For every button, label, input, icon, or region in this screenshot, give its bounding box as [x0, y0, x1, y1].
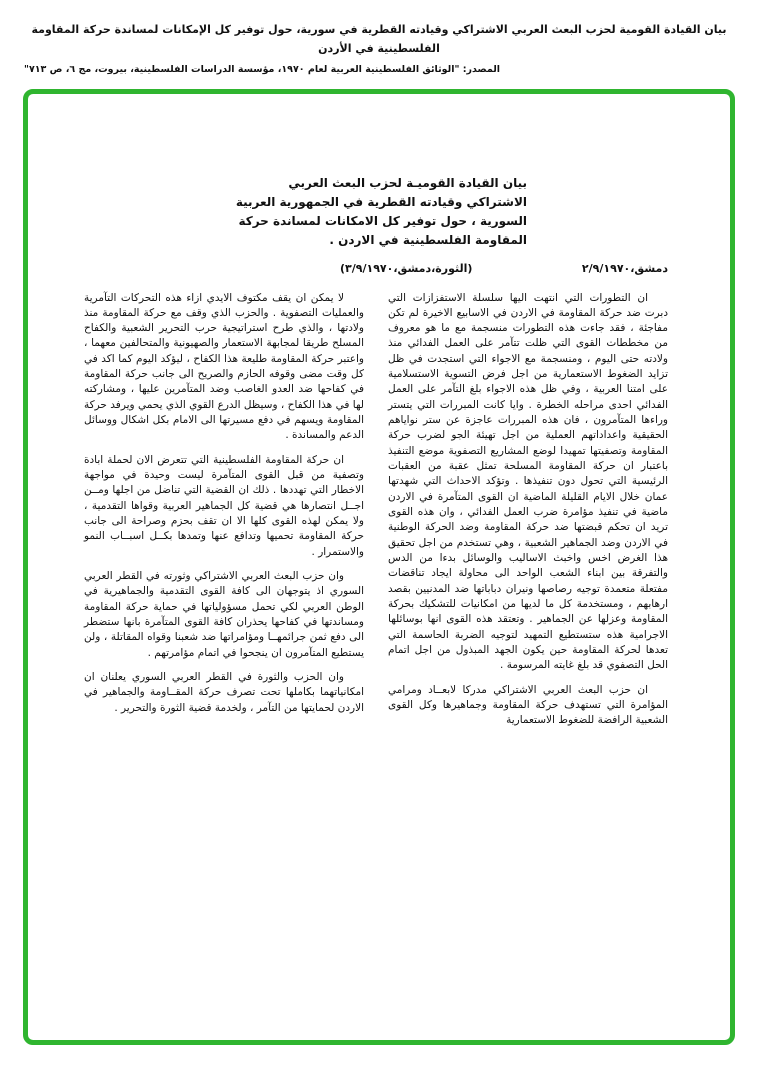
paragraph: وان الحزب والثورة في القطر العربي السوري يعلنان ان امكانياتهما بكاملها تحت تصرف حركة المقــاومة والجماهير في الاردن لحمايتها من التآمر ، ولخدمة قضية الثورة والتحرير . [84, 671, 364, 714]
paragraph: لا يمكن ان يقف مكتوف الايدي ازاء هذه التحركات التآمرية والعمليات التصفوية . والحزب الذي وقف مع حركة المقاومة منذ ولادتها ، والذي طرح استراتيجية حرب التحرير الشعبية والكفاح المسلح طريقا لمجابهة الاستعمار والصهيونية والمتحالفين معهما ، واعتبر حركة المقاومة طليعة هذا الكفاح ، ليؤكد اليوم كما اكد في كل وقت مضى وقوفه الحازم والصريح الى جانب حركة المقاومة في كفاحها ضد العدو الغاصب وضد المتآمرين عليها ، ومشاركته لها في هذا الكفاح ، وسيظل الدرع القوي الذي يحمي ويرفد حركة المقاومة ويسهم في دفع مسيرتها الى الامام بكل اشكال ووسائل الدعم والمساندة . [84, 291, 364, 442]
header-source-line: المصدر: "الوثائق الفلسطينية العربية لعام ١٩٧٠، مؤسسة الدراسات الفلسطينية، بيروت، مج ٦، ص ٧١٣" [24, 63, 501, 75]
document-scan-frame [23, 89, 735, 1045]
paragraph: ان التطورات التي انتهت اليها سلسلة الاستفزازات التي دبرت ضد حركة المقاومة في الاردن في الاسابيع الاخيرة لم تكن مفاجئة ، فقد جاءت هذه التطورات منسجمة مع ما هو معروف من مخططات القوى التي ظلت تتآمر على العمل الفدائي منذ ولادته حتى اليوم ، ومنسجمة مع الاجواء التي استجدت في ظل تزايد الضغوط الاستعمارية من اجل فرض التسوية الاستسلامية على امتنا العربية ، وفي ظل هذه الاجواء بلغ التآمر على العمل الفدائي احدى مراحله الخطرة . وايا كانت المبررات التي يتستر وراءها المتآمرون ، فان هذه المبررات عاجزة عن ستر نواياهم الحقيقية واعداداتهم العملية من اجل تهيئة الجو لضرب حركة المقاومة وتصفيتها تمهيدا لوضع المشاريع التصفوية موضع التنفيذ باعتبار ان حركة المقاومة المسلحة تمثل عقبة من العقبات الرئيسية التي تحول دون تنفيذها . وتؤكد الاحداث التي شهدتها عمان خلال الايام القليلة الماضية ان القوى المتآمرة في الاردن ماضية في تنفيذ مؤامرة ضرب العمل الفدائي ، وان هذه القوى تريد ان تحكم قبضتها ضد حركة المقاومة وضد الحركة الوطنية في الاردن وضد الجماهير الشعبية ، وهي تستخدم من اجل تحقيق هذا الغرض اخس واخبث الاساليب والوسائل بدءا من الدس والتفرقة بين ابناء الشعب الواحد الى محاولة ايجاد تناقضات مفتعلة متعمدة توجيه رصاصها ونيران دباباتها ضد المدنيين بقصد ارهابهم ، ومستخدمة كل ما لديها من امكانيات للتشكيك بحركة المقاومة وعزلها عن الجماهير . وتعتقد هذه القوى انها بوسائلها الاجرامية هذه ستستطيع التمهيد لتوجيه الضربة الحاسمة التي تعدها لحركة المقاومة حين يكون الجهد المبذول من اجل اتمام الحل التصفوي قد بلغ غايته المرسومة . [388, 291, 668, 672]
column-left [84, 291, 364, 738]
paragraph: ان حركة المقاومة الفلسطينية التي تتعرض الان لحملة ابادة وتصفية من قبل القوى المتآمرة ليست وحيدة في مواجهة الاخطار التي تهددها . ذلك ان القضية التي تناضل من اجلها ومــن اجــل انتصارها هي قضية كل الجماهير العربية وقواها التقدمية ، ولا يمكن لهذه القوى كلها الا ان تقف بحزم وصراحة الى جانب حركة المقاومة تحميها وتدافع عنها وتمدها بكــل اسبــاب النمو والاستمرار . [84, 453, 364, 558]
paragraph: ان حزب البعث العربي الاشتراكي مدركا لابعــاد ومرامي المؤامرة التي تستهدف حركة المقاومة وجماهيرها وكل القوى الشعبية الرافضة للضغوط الاستعمارية [388, 683, 668, 727]
dateline-publication-date: (الثورة،دمشق،٣/٩/١٩٧٠) [340, 261, 473, 275]
document-title: بيان القيادة القوميـة لحزب البعث العربي الاشتراكي وقيادته القطرية في الجمهورية العربية السورية ، حول توفير كل الامكانات لمساندة حركة المقاومة الفلسطينية في الاردن . [235, 175, 527, 247]
page-header [24, 0, 734, 77]
header-title: بيان القيادة القومية لحزب البعث العربي الاشتراكي وقيادته القطرية في سورية، حول توفير كل الإمكانات لمساندة حركة المقاومة الفلسطينية في الأردن [31, 23, 727, 56]
document-columns [84, 291, 668, 738]
dateline [84, 262, 668, 275]
dateline-place-date: دمشق،٢/٩/١٩٧٠ [581, 261, 668, 275]
column-right [388, 291, 668, 738]
paragraph: وان حزب البعث العربي الاشتراكي وثورته في القطر العربي السوري اذ يتوجهان الى كافة القوى التقدمية والجماهيرية في الوطن العربي لكي تحمل مسؤولياتها في حماية حركة المقاومة ومساندتها في كفاحها يحذران كافة القوى المتآمرة بانها ستضطر الى دفع ثمن جرائمهــا ومؤامراتها ضد شعبنا وقواه المقاتلة ، ولن يستطيع المتآمرون ان ينجحوا في اتمام مؤامرتهم . [84, 570, 364, 659]
